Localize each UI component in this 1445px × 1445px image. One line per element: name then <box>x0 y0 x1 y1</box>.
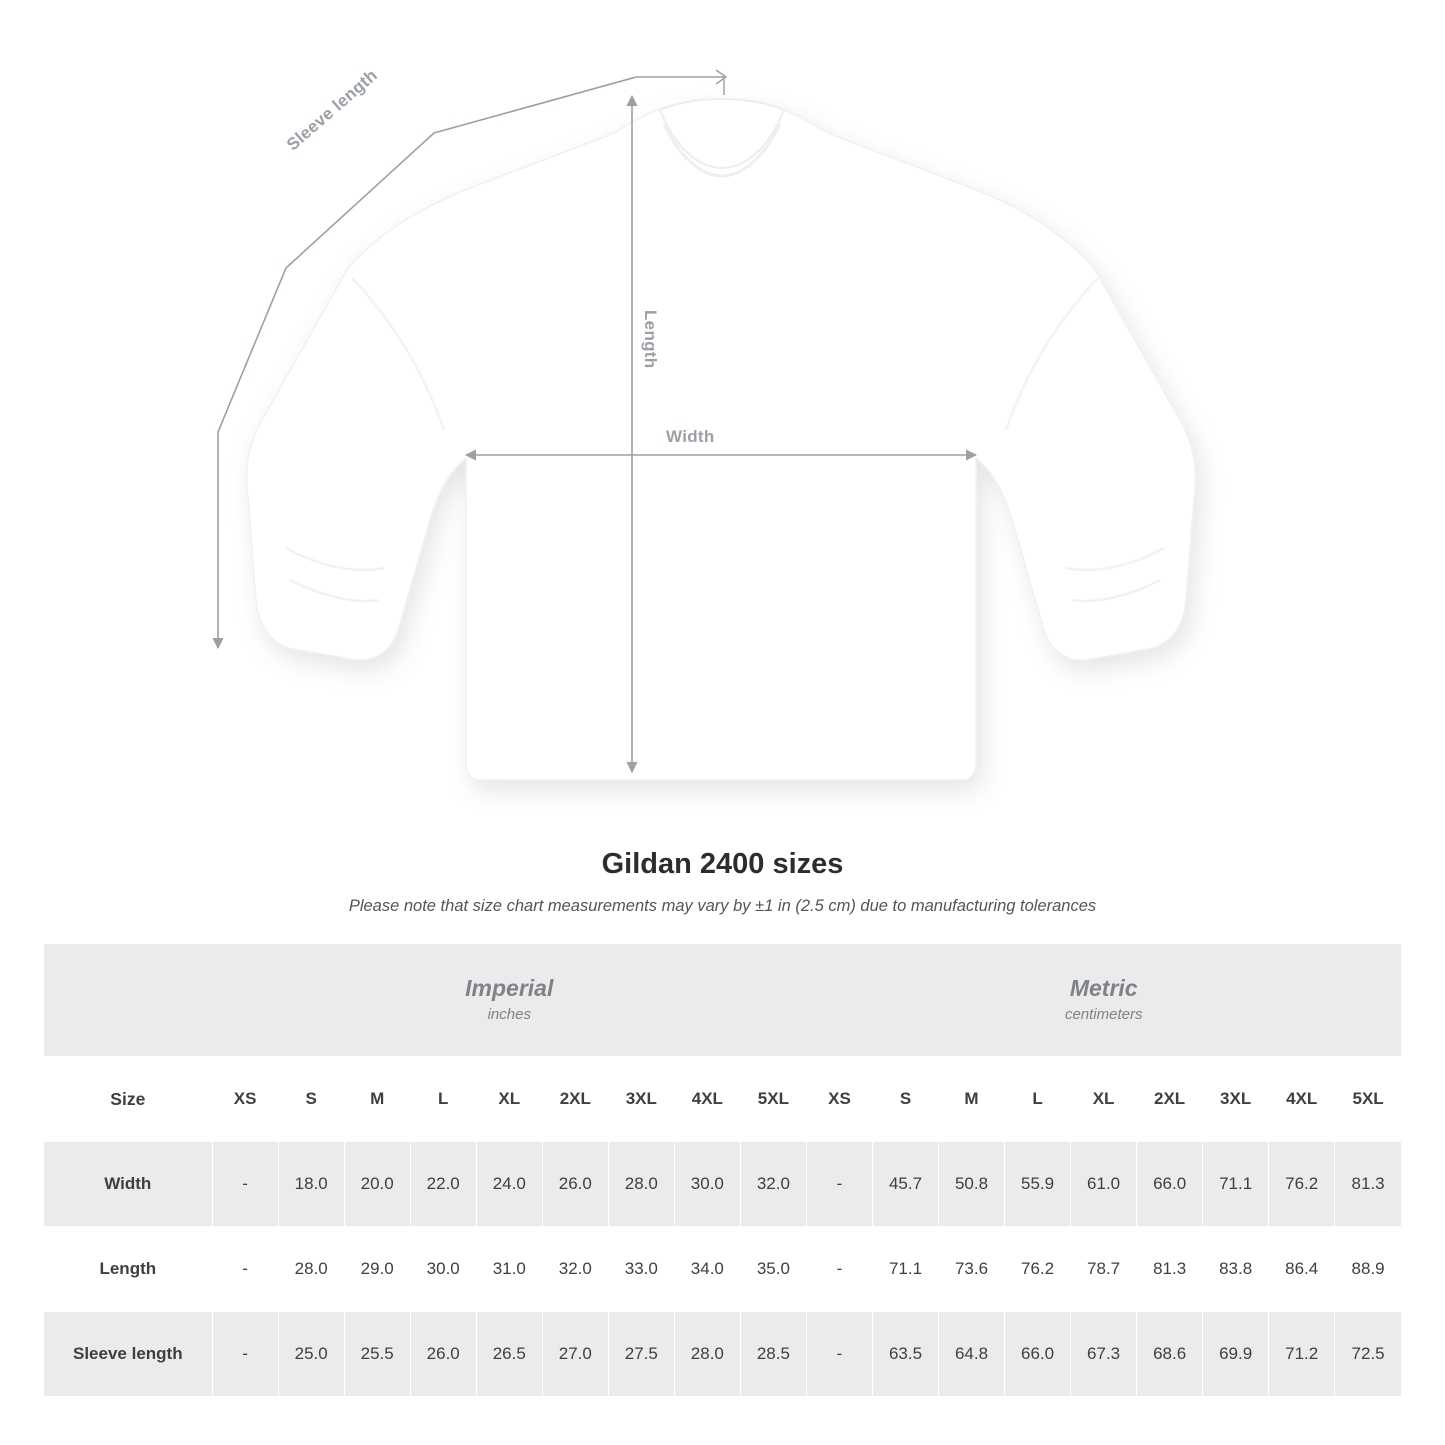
sleeve-length-label: Sleeve length <box>283 65 382 155</box>
header-imperial-s: S <box>278 1057 344 1142</box>
cell-width-imperial-4xl: 30.0 <box>674 1142 740 1227</box>
header-metric-5xl: 5XL <box>1335 1057 1401 1142</box>
header-imperial-xl: XL <box>476 1057 542 1142</box>
cell-width-imperial-3xl: 28.0 <box>608 1142 674 1227</box>
table-row-length <box>44 1227 1401 1312</box>
header-imperial-l: L <box>410 1057 476 1142</box>
cell-length-metric-m: 73.6 <box>939 1227 1005 1312</box>
cell-width-metric-xs: - <box>806 1142 872 1227</box>
cell-length-imperial-xs: - <box>212 1227 278 1312</box>
length-label: Length <box>641 310 660 369</box>
cell-length-metric-xl: 78.7 <box>1071 1227 1137 1312</box>
cell-width-imperial-xs: - <box>212 1142 278 1227</box>
header-imperial-xs: XS <box>212 1057 278 1142</box>
cell-sleeve-metric-5xl: 72.5 <box>1335 1312 1401 1397</box>
cell-sleeve-imperial-2xl: 27.0 <box>542 1312 608 1397</box>
cell-length-imperial-s: 28.0 <box>278 1227 344 1312</box>
cell-sleeve-metric-3xl: 69.9 <box>1203 1312 1269 1397</box>
header-metric-s: S <box>872 1057 938 1142</box>
cell-sleeve-imperial-xl: 26.5 <box>476 1312 542 1397</box>
row-label-sleeve-length: Sleeve length <box>44 1312 212 1397</box>
cell-width-metric-2xl: 66.0 <box>1137 1142 1203 1227</box>
cell-sleeve-metric-2xl: 68.6 <box>1137 1312 1203 1397</box>
cell-width-imperial-l: 22.0 <box>410 1142 476 1227</box>
cell-sleeve-metric-xl: 67.3 <box>1071 1312 1137 1397</box>
cell-sleeve-metric-l: 66.0 <box>1005 1312 1071 1397</box>
size-header-row <box>44 1057 1401 1142</box>
cell-length-imperial-l: 30.0 <box>410 1227 476 1312</box>
cell-width-imperial-5xl: 32.0 <box>740 1142 806 1227</box>
header-imperial-5xl: 5XL <box>740 1057 806 1142</box>
cell-width-metric-4xl: 76.2 <box>1269 1142 1335 1227</box>
header-imperial-m: M <box>344 1057 410 1142</box>
header-imperial-3xl: 3XL <box>608 1057 674 1142</box>
cell-sleeve-imperial-3xl: 27.5 <box>608 1312 674 1397</box>
cell-sleeve-imperial-l: 26.0 <box>410 1312 476 1397</box>
header-metric-xl: XL <box>1071 1057 1137 1142</box>
header-metric-2xl: 2XL <box>1137 1057 1203 1142</box>
cell-length-metric-4xl: 86.4 <box>1269 1227 1335 1312</box>
cell-width-imperial-2xl: 26.0 <box>542 1142 608 1227</box>
table-row-width <box>44 1142 1401 1227</box>
unit-band-spacer <box>44 944 212 1057</box>
cell-sleeve-imperial-4xl: 28.0 <box>674 1312 740 1397</box>
cell-width-metric-3xl: 71.1 <box>1203 1142 1269 1227</box>
unit-band-imperial <box>212 944 806 1057</box>
cell-length-imperial-m: 29.0 <box>344 1227 410 1312</box>
cell-length-metric-3xl: 83.8 <box>1203 1227 1269 1312</box>
header-metric-xs: XS <box>806 1057 872 1142</box>
cell-length-metric-l: 76.2 <box>1005 1227 1071 1312</box>
header-imperial-2xl: 2XL <box>542 1057 608 1142</box>
cell-sleeve-imperial-xs: - <box>212 1312 278 1397</box>
header-metric-l: L <box>1005 1057 1071 1142</box>
size-chart-table-wrap <box>44 944 1401 1396</box>
header-size: Size <box>44 1057 212 1142</box>
cell-width-metric-l: 55.9 <box>1005 1142 1071 1227</box>
width-label: Width <box>666 427 715 446</box>
cell-sleeve-metric-xs: - <box>806 1312 872 1397</box>
cell-length-imperial-xl: 31.0 <box>476 1227 542 1312</box>
cell-sleeve-metric-s: 63.5 <box>872 1312 938 1397</box>
cell-sleeve-metric-m: 64.8 <box>939 1312 1005 1397</box>
cell-width-metric-m: 50.8 <box>939 1142 1005 1227</box>
metric-name: Metric <box>1069 975 1138 1002</box>
cell-width-imperial-s: 18.0 <box>278 1142 344 1227</box>
tolerance-note: Please note that size chart measurements may vary by ±1 in (2.5 cm) due to manufacturing tolerances <box>348 897 1097 915</box>
metric-sub: centimeters <box>1064 1006 1143 1024</box>
unit-band-row <box>44 944 1401 1057</box>
cell-length-imperial-2xl: 32.0 <box>542 1227 608 1312</box>
cell-sleeve-imperial-5xl: 28.5 <box>740 1312 806 1397</box>
cell-width-imperial-xl: 24.0 <box>476 1142 542 1227</box>
table-row-sleeve-length <box>44 1312 1401 1397</box>
header-metric-m: M <box>939 1057 1005 1142</box>
row-label-length: Length <box>44 1227 212 1312</box>
shirt-shape <box>247 99 1196 780</box>
header-imperial-4xl: 4XL <box>674 1057 740 1142</box>
cell-sleeve-imperial-s: 25.0 <box>278 1312 344 1397</box>
unit-band-metric <box>806 944 1401 1057</box>
cell-length-metric-5xl: 88.9 <box>1335 1227 1401 1312</box>
cell-length-imperial-4xl: 34.0 <box>674 1227 740 1312</box>
cell-length-metric-2xl: 81.3 <box>1137 1227 1203 1312</box>
cell-width-metric-s: 45.7 <box>872 1142 938 1227</box>
cell-length-imperial-5xl: 35.0 <box>740 1227 806 1312</box>
page-title: Gildan 2400 sizes <box>601 848 844 880</box>
size-chart-table <box>44 944 1401 1396</box>
cell-width-metric-xl: 61.0 <box>1071 1142 1137 1227</box>
cell-length-imperial-3xl: 33.0 <box>608 1227 674 1312</box>
imperial-sub: inches <box>487 1006 531 1024</box>
cell-sleeve-imperial-m: 25.5 <box>344 1312 410 1397</box>
header-metric-4xl: 4XL <box>1269 1057 1335 1142</box>
cell-width-imperial-m: 20.0 <box>344 1142 410 1227</box>
cell-length-metric-xs: - <box>806 1227 872 1312</box>
cell-sleeve-metric-4xl: 71.2 <box>1269 1312 1335 1397</box>
row-label-width: Width <box>44 1142 212 1227</box>
title-block <box>0 848 1445 916</box>
header-metric-3xl: 3XL <box>1203 1057 1269 1142</box>
cell-width-metric-5xl: 81.3 <box>1335 1142 1401 1227</box>
imperial-name: Imperial <box>465 975 554 1002</box>
cell-length-metric-s: 71.1 <box>872 1227 938 1312</box>
